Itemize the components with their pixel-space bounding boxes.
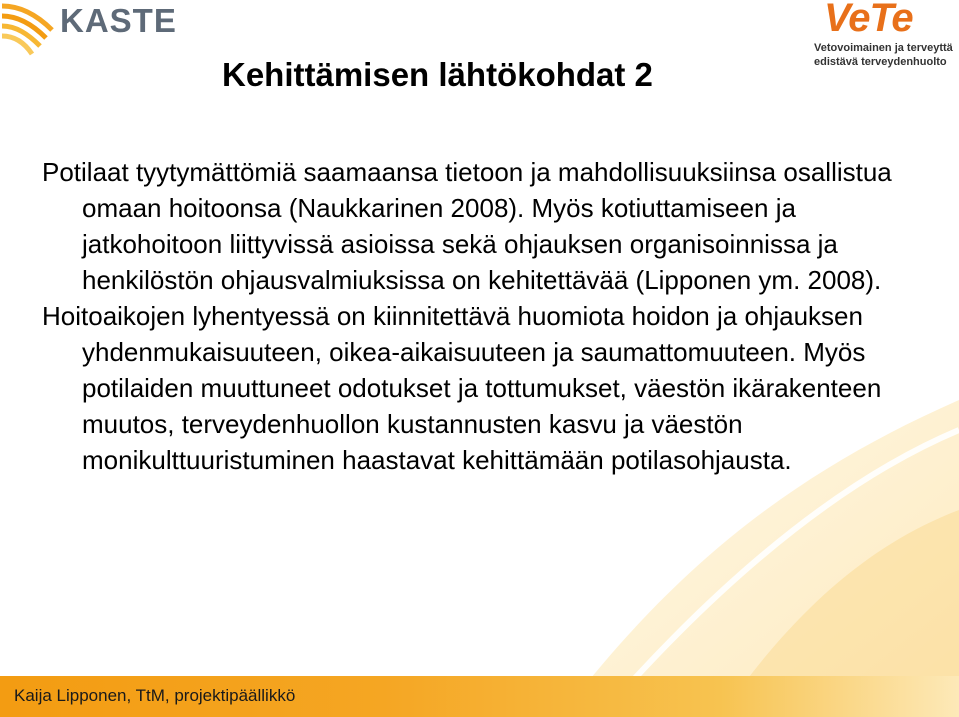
kaste-logo [0, 0, 215, 58]
kaste-wordmark: KASTE [60, 2, 177, 39]
kaste-logo-mark-icon [0, 0, 58, 58]
footer-author: Kaija Lipponen, TtM, projektipäällikkö [14, 686, 296, 705]
body-paragraph-2: Hoitoaikojen lyhentyessä on kiinnitettävä huomiota hoidon ja ohjauksen yhdenmukaisuuteen, oikea-aikaisuuteen ja saumattomuuteen. Myös potilaiden muuttuneet odotukset ja tottumukset, väestön ikärakenteen muutos, terveydenhuollon kustannusten kasvu ja väestön monikulttuuristuminen haastavat kehittämään potilasohjausta. [42, 301, 882, 475]
vete-tagline-line-1: Vetovoimainen ja terveyttä [814, 42, 953, 54]
vete-wordmark: VeTe [824, 0, 913, 40]
slide-title: Kehittämisen lähtökohdat 2 [222, 56, 653, 93]
vete-tagline-line-2: edistävä terveydenhuolto [814, 56, 947, 68]
body-paragraph-1: Potilaat tyytymättömiä saamaansa tietoon ja mahdollisuuksiinsa osallistua omaan hoitoonsa (Naukkarinen 2008). Myös kotiuttamiseen ja jatkohoitoon liittyvissä asioissa sekä ohjauksen organisoinnissa ja henkilöstön ohjausvalmiuksissa on kehitettävää (Lipponen ym. 2008). [42, 157, 892, 295]
vete-logo [808, 0, 959, 74]
slide-body [42, 154, 942, 478]
